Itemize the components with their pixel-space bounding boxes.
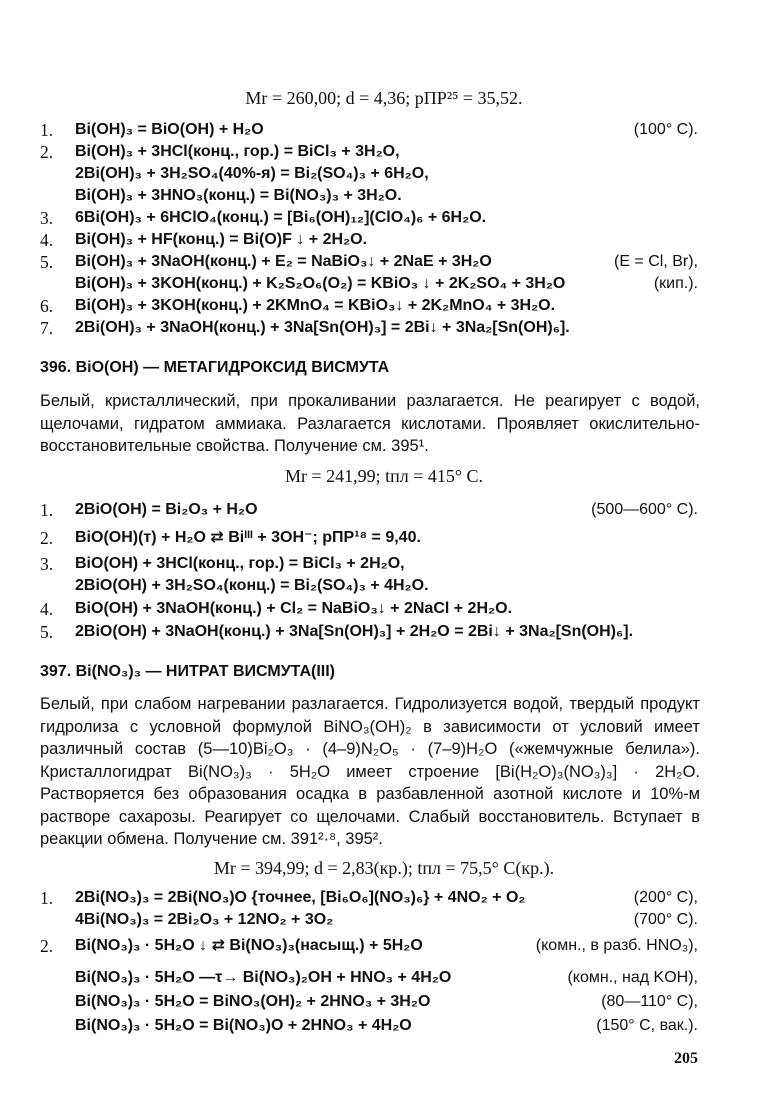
reaction-formula: Bi(NO₃)₃ · 5H₂O = BiNO₃(OH)₂ + 2HNO₃ + 3H₂O <box>75 993 431 1010</box>
reaction-formula: Bi(NO₃)₃ · 5H₂O —τ→ Bi(NO₃)₂OH + HNO₃ + 4H₂O <box>75 969 452 986</box>
reaction-formula: BiO(OH) + 3NaOH(конц.) + Cl₂ = NaBiO₃↓ + 2NaCl + 2H₂O. <box>75 600 513 617</box>
reaction-formula: 2BiO(OH) + 3NaOH(конц.) + 3Na[Sn(OH)₃] + 2H₂O = 2Bi↓ + 3Na₂[Sn(OH)₆]. <box>75 623 634 640</box>
section-heading-396: 396. BiO(OH) — МЕТАГИДРОКСИД ВИСМУТА <box>40 359 390 376</box>
reaction-formula: 2Bi(OH)₃ + 3NaOH(конц.) + 3Na[Sn(OH)₃] = 2Bi↓ + 3Na₂[Sn(OH)₆]. <box>75 319 570 336</box>
reaction-formula: 2Bi(NO₃)₃ = 2Bi(NO₃)O {точнее, [Bi₆O₆](NO₃)₆} + 4NO₂ + O₂ <box>75 889 526 906</box>
properties-line-bi-oh3: Mr = 260,00; d = 4,36; рПР²⁵ = 35,52. <box>245 88 523 108</box>
reaction-number: 5. <box>40 622 54 642</box>
reaction-number: 2. <box>40 936 54 956</box>
reaction-formula: Bi(OH)₃ + 3HNO₃(конц.) = Bi(NO₃)₃ + 3H₂O. <box>75 187 402 204</box>
reaction-number: 3. <box>40 208 54 228</box>
page-number: 205 <box>674 1050 698 1067</box>
reaction-condition: (E = Cl, Br), <box>613 253 698 270</box>
reaction-line <box>0 966 768 990</box>
reaction-line <box>0 990 768 1014</box>
reaction-formula: Bi(NO₃)₃ · 5H₂O = Bi(NO₃)O + 2HNO₃ + 4H₂O <box>75 1017 412 1034</box>
reaction-number: 1. <box>40 120 54 140</box>
reaction-formula: 6Bi(OH)₃ + 6HClO₄(конц.) = [Bi₆(OH)₁₂](ClO₄)₆ + 6H₂O. <box>75 209 487 226</box>
section-description-397: Белый, при слабом нагревании разлагается. Гидролизуется водой, твердый продукт гидролиза с условной формулой BiNO₃(OH)₂ в зависимости от условий имеет различный состав (5—10)Bi₂O₃ · (4–9)N₂O₅ · (7–9)H₂O («жемчужные белила»). Кристаллогидрат Bi(NO₃)₃ · 5H₂O имеет строение [Bi(H₂O)₃(NO₃)₃] · 2H₂O. Растворяется без образования осадка в разбавленной азотной кислоте и 10%-м растворе сахарозы. Реагирует со щелочами. Слабый восстановитель. Вступает в реакции обмена. Получение см. 391²·⁸, 395². <box>40 695 700 848</box>
reaction-number: 1. <box>40 888 54 908</box>
reaction-line <box>0 908 768 932</box>
reaction-line <box>0 206 768 230</box>
properties-line-396: Mr = 241,99; tпл = 415° С. <box>284 466 484 486</box>
reaction-formula: Bi(OH)₃ + HF(конц.) = Bi(O)F ↓ + 2H₂O. <box>75 231 368 248</box>
reaction-line <box>0 574 768 598</box>
reaction-formula: 4Bi(NO₃)₃ = 2Bi₂O₃ + 12NO₂ + 3O₂ <box>75 911 334 928</box>
reaction-condition: (кип.). <box>653 275 698 292</box>
reaction-line <box>0 272 768 296</box>
reaction-formula: 2BiO(OH) + 3H₂SO₄(конц.) = Bi₂(SO₄)₃ + 4H₂O. <box>75 577 429 594</box>
reaction-formula: BiO(OH) + 3HCl(конц., гор.) = BiCl₃ + 2H₂O, <box>75 555 405 572</box>
reaction-line <box>0 526 768 550</box>
reaction-condition: (150° С, вак.). <box>596 1017 698 1034</box>
reaction-number: 2. <box>40 142 54 162</box>
reaction-line <box>0 140 768 164</box>
properties-line-397: Mr = 394,99; d = 2,83(кр.); tпл = 75,5° С(кр.). <box>213 858 555 878</box>
reaction-line <box>0 498 768 522</box>
reaction-formula: Bi(OH)₃ + 3KOH(конц.) + K₂S₂O₆(O₂) = KBiO₃ ↓ + 2K₂SO₄ + 3H₂O <box>75 275 566 292</box>
reaction-formula: Bi(OH)₃ + 3HCl(конц., гор.) = BiCl₃ + 3H₂O, <box>75 143 400 160</box>
reaction-condition: (200° С), <box>633 889 698 906</box>
reaction-condition: (80—110° С), <box>601 993 698 1010</box>
reaction-number: 1. <box>40 500 54 520</box>
reaction-formula: Bi(NO₃)₃ · 5H₂O ↓ ⇄ Bi(NO₃)₃(насыщ.) + 5H₂O <box>75 937 423 954</box>
reaction-condition: (комн., над KOH), <box>567 969 698 986</box>
reaction-number: 6. <box>40 296 54 316</box>
reaction-number: 5. <box>40 252 54 272</box>
reaction-formula: 2Bi(OH)₃ + 3H₂SO₄(40%-я) = Bi₂(SO₄)₃ + 6H₂O, <box>75 165 429 182</box>
reaction-number: 4. <box>40 230 54 250</box>
section-description-396: Белый, кристаллический, при прокаливании разлагается. Не реагирует с водой, щелочами, гидратом аммиака. Разлагается кислотами. Проявляет окислительно-восстановительные свойства. Получение см. 395¹. <box>40 392 700 455</box>
reaction-condition: (500—600° С). <box>591 501 698 518</box>
reaction-line <box>0 620 768 644</box>
reaction-line <box>0 118 768 142</box>
reaction-line <box>0 316 768 340</box>
reaction-line <box>0 552 768 576</box>
reaction-line <box>0 597 768 621</box>
reaction-number: 3. <box>40 554 54 574</box>
reaction-number: 2. <box>40 528 54 548</box>
reaction-formula: 2BiO(OH) = Bi₂O₃ + H₂O <box>75 501 258 518</box>
reaction-line <box>0 162 768 186</box>
reaction-condition: (700° С). <box>633 911 698 928</box>
reaction-line <box>0 934 768 958</box>
reaction-condition: (100° C). <box>633 121 698 138</box>
reaction-number: 7. <box>40 318 54 338</box>
reaction-line <box>0 250 768 274</box>
reaction-line <box>0 886 768 910</box>
reaction-line <box>0 294 768 318</box>
reaction-line <box>0 184 768 208</box>
reaction-formula: Bi(OH)₃ + 3KOH(конц.) + 2KMnO₄ = KBiO₃↓ + 2K₂MnO₄ + 3H₂O. <box>75 297 556 314</box>
reaction-formula: Bi(OH)₃ = BiO(OH) + H₂O <box>75 121 264 138</box>
reaction-line <box>0 1014 768 1038</box>
reaction-condition: (комн., в разб. HNO₃), <box>535 937 698 954</box>
reaction-formula: BiO(OH)(т) + H₂O ⇄ Biᴵᴵᴵ + 3OH⁻; рПР¹⁸ = 9,40. <box>75 529 421 546</box>
reaction-formula: Bi(OH)₃ + 3NaOH(конц.) + E₂ = NaBiO₃↓ + 2NaE + 3H₂O <box>75 253 492 270</box>
reaction-line <box>0 228 768 252</box>
section-heading-397: 397. Bi(NO₃)₃ — НИТРАТ ВИСМУТА(III) <box>40 663 335 680</box>
reaction-number: 4. <box>40 599 54 619</box>
